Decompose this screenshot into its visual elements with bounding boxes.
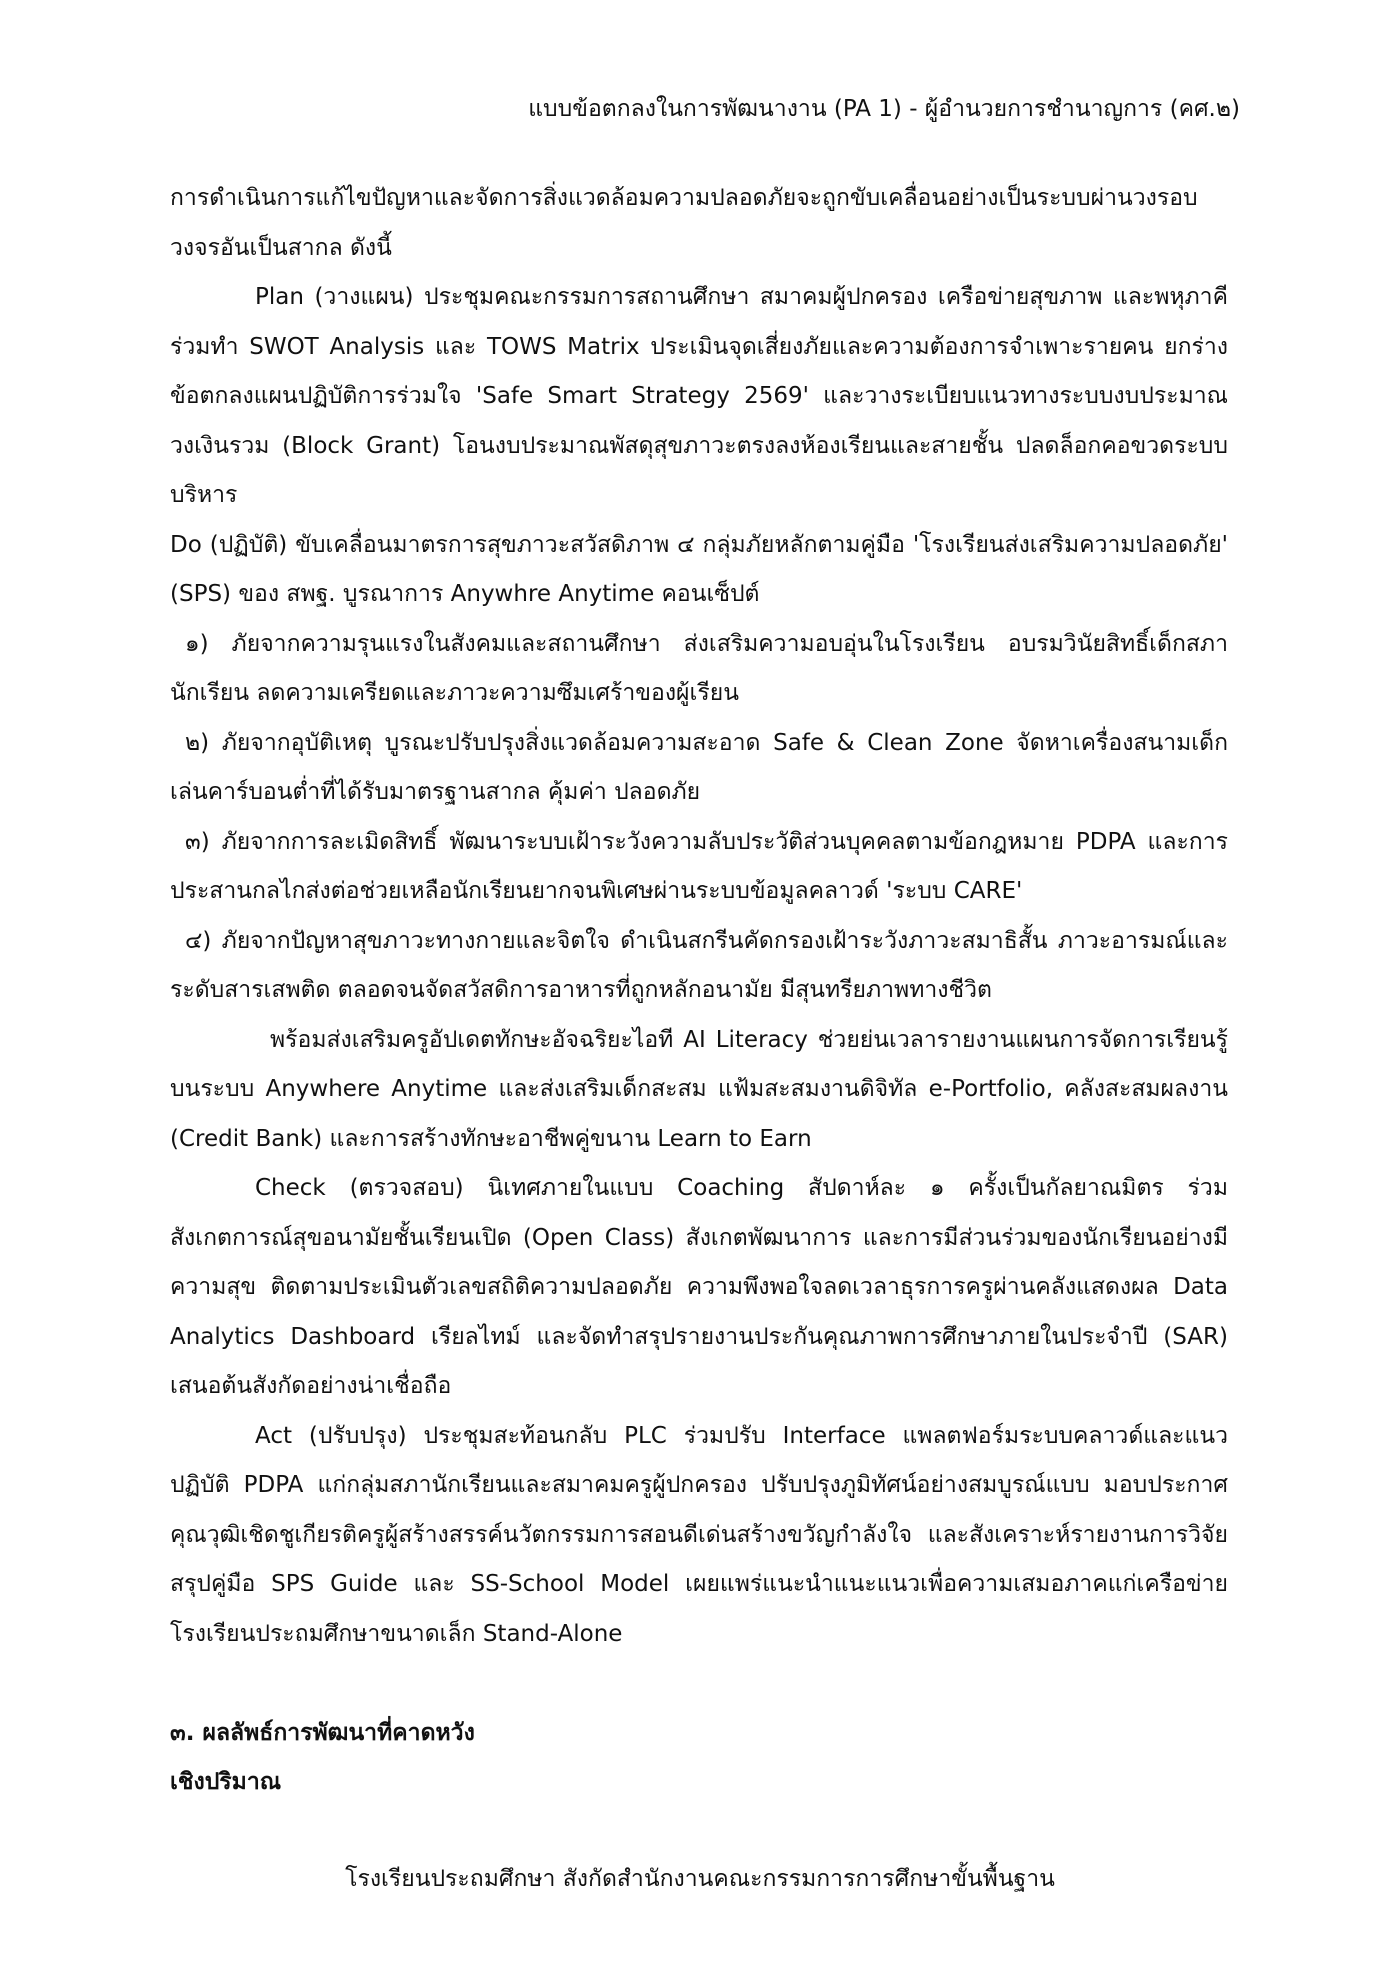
do-paragraph: Do (ปฏิบัติ) ขับเคลื่อนมาตรการสุขภาวะสวัสดิภาพ ๔ กลุ่มภัยหลักตามคู่มือ 'โรงเรียนส่งเสริมความปลอดภัย' (SPS) ของ สพฐ. บูรณาการ Anywhre Anytime คอนเซ็ปต์ (170, 531, 1228, 607)
page-header: แบบข้อตกลงในการพัฒนางาน (PA 1) - ผู้อำนวยการชำนาญการ (คศ.๒) (528, 96, 1240, 122)
hazard-item-1: ๑) ภัยจากความรุนแรงในสังคมและสถานศึกษา ส่งเสริมความอบอุ่นในโรงเรียน อบรมวินัยสิทธิ์เด็กสภานักเรียน ลดความเครียดและภาวะความซึมเศร้าของผู้เรียน (170, 630, 1228, 706)
plan-paragraph: Plan (วางแผน) ประชุมคณะกรรมการสถานศึกษา สมาคมผู้ปกครอง เครือข่ายสุขภาพ และพหุภาคีร่วมทำ SWOT Analysis และ TOWS Matrix ประเมินจุดเสี่ยงภัยและความต้องการจำเพาะรายคน ยกร่างข้อตกลงแผนปฏิบัติการร่วมใจ 'Safe Smart Strategy 2569' และวางระเบียบแนวทางระบบงบประมาณวงเงินรวม (Block Grant) โอนงบประมาณพัสดุสุขภาวะตรงลงห้องเรียนและสายชั้น ปลดล็อกคอขวดระบบบริหาร (170, 284, 1228, 508)
hazard-item-4: ๔) ภัยจากปัญหาสุขภาวะทางกายและจิตใจ ดำเนินสกรีนคัดกรองเฝ้าระวังภาวะสมาธิสั้น ภาวะอารมณ์และระดับสารเสพติด ตลอดจนจัดสวัสดิการอาหารที่ถูกหลักอนามัย มีสุนทรียภาพทางชีวิต (170, 927, 1228, 1003)
sub-heading: เชิงปริมาณ (170, 1769, 282, 1795)
section-spacer (170, 1659, 1228, 1709)
check-paragraph: Check (ตรวจสอบ) นิเทศภายในแบบ Coaching สัปดาห์ละ ๑ ครั้งเป็นกัลยาณมิตร ร่วมสังเกตการณ์สุขอนามัยชั้นเรียนเปิด (Open Class) สังเกตพัฒนาการ และการมีส่วนร่วมของนักเรียนอย่างมีความสุข ติดตามประเมินตัวเลขสถิติความปลอดภัย ความพึงพอใจลดเวลาธุรการครูผ่านคลังแสดงผล Data Analytics Dashboard เรียลไทม์ และจัดทำสรุปรายงานประกันคุณภาพการศึกษาภายในประจำปี (SAR) เสนอต้นสังกัดอย่างน่าเชื่อถือ (170, 1175, 1228, 1399)
intro-paragraph: การดำเนินการแก้ไขปัญหาและจัดการสิ่งแวดล้อมความปลอดภัยจะถูกขับเคลื่อนอย่างเป็นระบบผ่านวงรอบวงจรอันเป็นสากล ดังนี้ (170, 185, 1198, 261)
document-body (170, 174, 1228, 1808)
promote-paragraph: พร้อมส่งเสริมครูอัปเดตทักษะอัจฉริยะไอที AI Literacy ช่วยย่นเวลารายงานแผนการจัดการเรียนรู้บนระบบ Anywhere Anytime และส่งเสริมเด็กสะสม แฟ้มสะสมงานดิจิทัล e-Portfolio, คลังสะสมผลงาน (Credit Bank) และการสร้างทักษะอาชีพคู่ขนาน Learn to Earn (170, 1026, 1228, 1152)
section-heading: ๓. ผลลัพธ์การพัฒนาที่คาดหวัง (170, 1719, 475, 1746)
page-footer: โรงเรียนประถมศึกษา สังกัดสำนักงานคณะกรรมการการศึกษาขั้นพื้นฐาน (345, 1866, 1055, 1892)
act-paragraph: Act (ปรับปรุง) ประชุมสะท้อนกลับ PLC ร่วมปรับ Interface แพลตฟอร์มระบบคลาวด์และแนวปฏิบัติ PDPA แก่กลุ่มสภานักเรียนและสมาคมครูผู้ปกครอง ปรับปรุงภูมิทัศน์อย่างสมบูรณ์แบบ มอบประกาศคุณวุฒิเชิดชูเกียรติครูผู้สร้างสรรค์นวัตกรรมการสอนดีเด่นสร้างขวัญกำลังใจ และสังเคราะห์รายงานการวิจัยสรุปคู่มือ SPS Guide และ SS-School Model เผยแพร่แนะนำแนะแนวเพื่อความเสมอภาคแก่เครือข่ายโรงเรียนประถมศึกษาขนาดเล็ก Stand-Alone (170, 1422, 1228, 1647)
hazard-item-3: ๓) ภัยจากการละเมิดสิทธิ์ พัฒนาระบบเฝ้าระวังความลับประวัติส่วนบุคคลตามข้อกฎหมาย PDPA และการประสานกลไกส่งต่อช่วยเหลือนักเรียนยากจนพิเศษผ่านระบบข้อมูลคลาวด์ 'ระบบ CARE' (170, 828, 1228, 904)
hazard-item-2: ๒) ภัยจากอุบัติเหตุ บูรณะปรับปรุงสิ่งแวดล้อมความสะอาด Safe & Clean Zone จัดหาเครื่องสนามเด็กเล่นคาร์บอนต่ำที่ได้รับมาตรฐานสากล คุ้มค่า ปลอดภัย (170, 729, 1228, 805)
